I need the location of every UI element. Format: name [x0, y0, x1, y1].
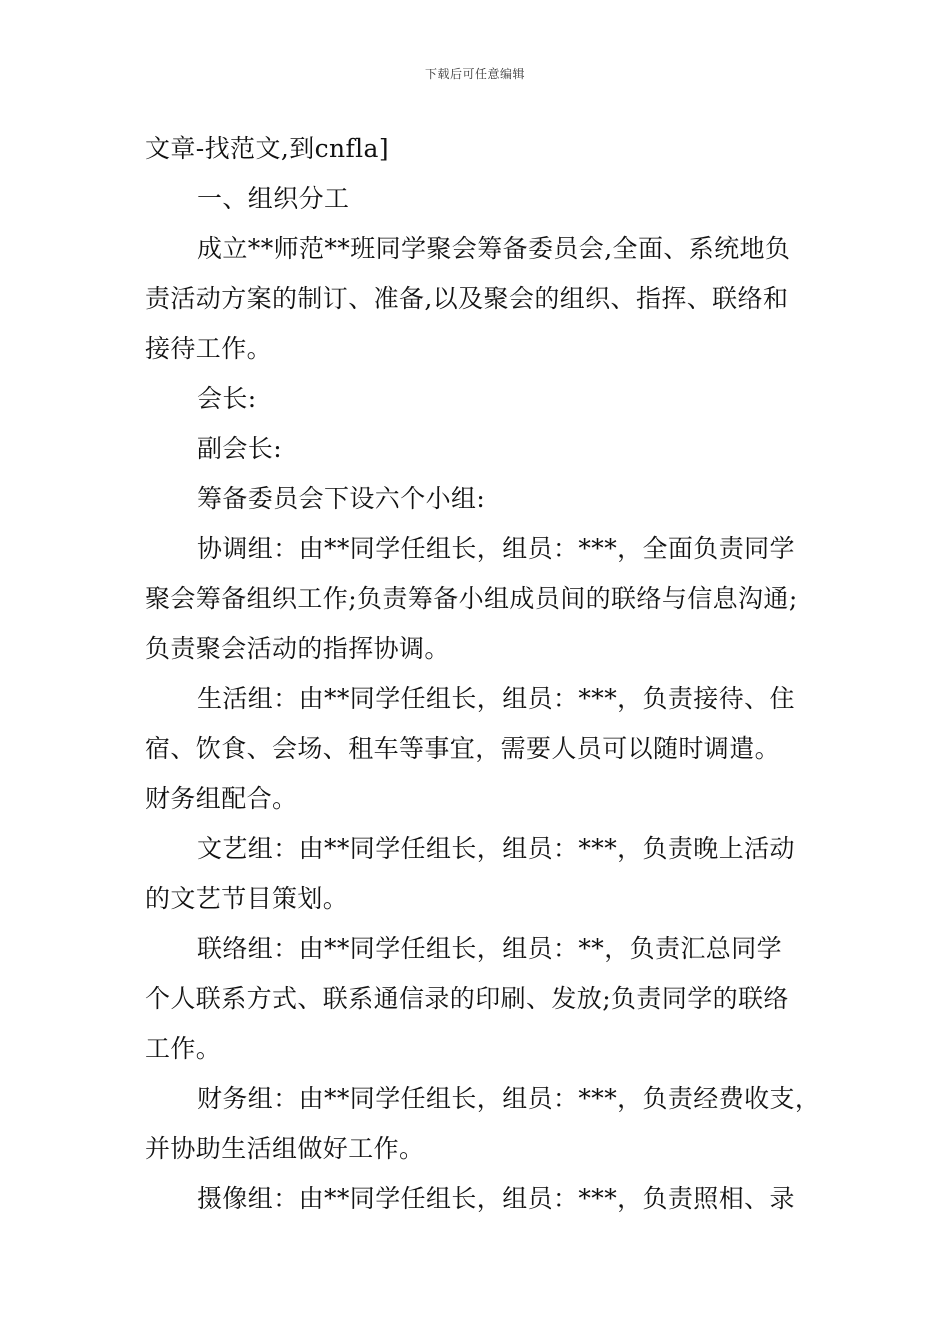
text-line: 责活动方案的制订、准备,以及聚会的组织、指挥、联络和 — [145, 284, 789, 313]
text-line: 财务组配合。 — [145, 784, 298, 813]
text-line: 聚会筹备组织工作;负责筹备小组成员间的联络与信息沟通; — [145, 584, 798, 613]
text-line: 协调组：由**同学任组长，组员：***，全面负责同学 — [197, 534, 795, 563]
text-line: 并协助生活组做好工作。 — [145, 1134, 425, 1163]
text-line: 文艺组：由**同学任组长，组员：***，负责晚上活动 — [197, 834, 795, 863]
page-header-note: 下载后可任意编辑 — [424, 67, 525, 81]
text-line: 生活组：由**同学任组长，组员：***，负责接待、住 — [197, 684, 795, 713]
text-line: 筹备委员会下设六个小组: — [197, 484, 486, 513]
text-line: 财务组：由**同学任组长，组员：***，负责经费收支， — [197, 1084, 821, 1113]
text-line: 会长: — [197, 384, 257, 413]
text-line: 负责聚会活动的指挥协调。 — [145, 634, 450, 663]
text-line: 摄像组：由**同学任组长，组员：***，负责照相、录 — [197, 1184, 795, 1213]
text-line: 接待工作。 — [145, 334, 273, 363]
text-line: 的文艺节目策划。 — [145, 884, 349, 913]
text-line: 副会长: — [197, 434, 283, 463]
text-line: 文章-找范文,到cnfla] — [145, 134, 390, 163]
text-line: 宿、饮食、会场、租车等事宜，需要人员可以随时调遣。 — [145, 734, 781, 763]
section-heading: 一、组织分工 — [197, 184, 350, 213]
text-line: 工作。 — [145, 1034, 222, 1063]
text-line: 个人联系方式、联系通信录的印刷、发放;负责同学的联络 — [145, 984, 789, 1013]
document-body — [145, 124, 825, 1224]
text-line: 联络组：由**同学任组长，组员：**，负责汇总同学 — [197, 934, 783, 963]
text-line: 成立**师范**班同学聚会筹备委员会,全面、系统地负 — [197, 234, 791, 263]
